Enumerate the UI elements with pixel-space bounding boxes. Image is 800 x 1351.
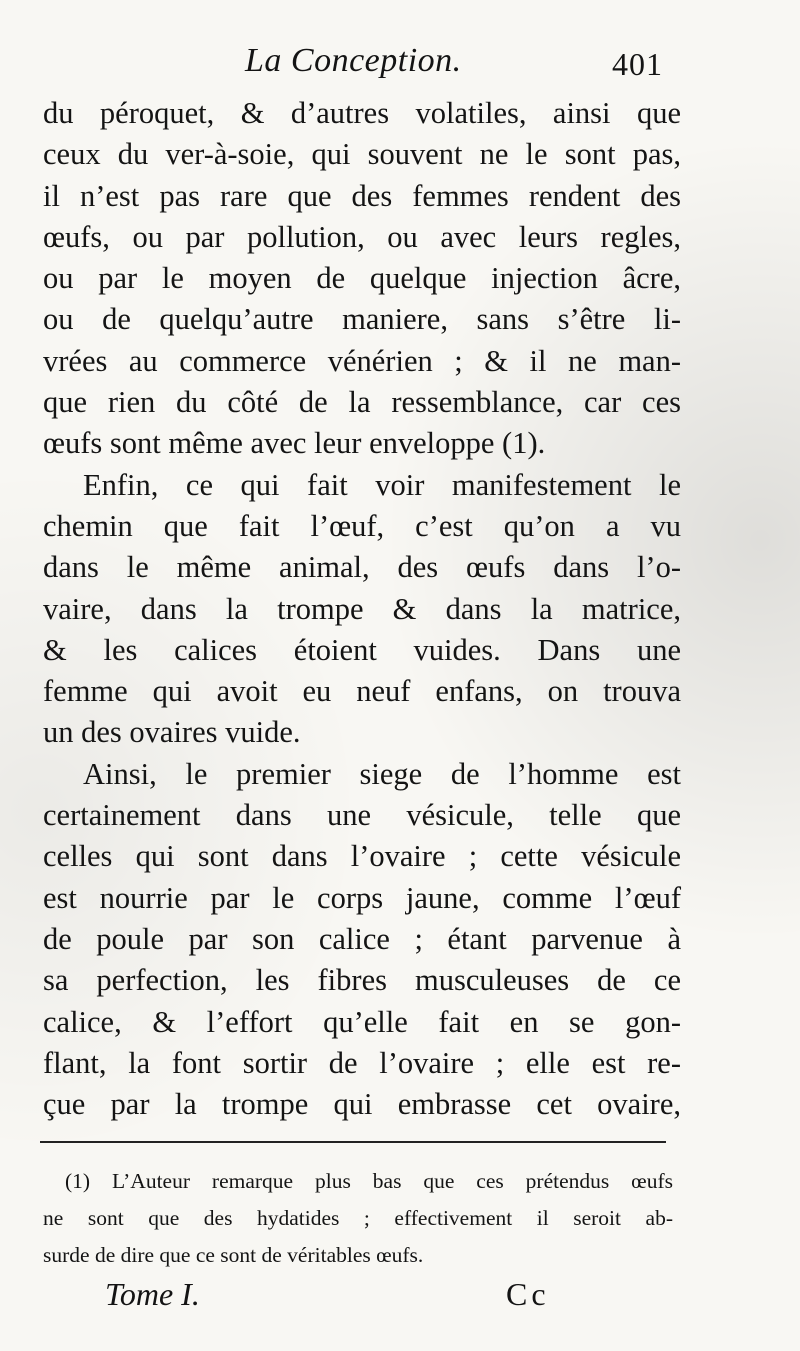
footnote-line: (1) L’Auteur remarque plus bas que ces prétendus œufs xyxy=(65,1169,673,1193)
text-line: flant, la font sortir de l’ovaire ; elle est re- xyxy=(43,1045,681,1080)
text-line: & les calices étoient vuides. Dans une xyxy=(43,632,681,667)
text-line: ou par le moyen de quelque injection âcre, xyxy=(43,261,681,296)
footnote-line: surde de dire que ce sont de véritables œufs. xyxy=(43,1243,424,1267)
text-line: certainement dans une vésicule, telle que xyxy=(43,798,681,833)
text-line: chemin que fait l’œuf, c’est qu’on a vu xyxy=(43,508,681,543)
text-line: dans le même animal, des œufs dans l’o- xyxy=(43,550,681,585)
main-text xyxy=(43,93,681,1125)
running-head xyxy=(0,42,800,90)
text-line: que rien du côté de la ressemblance, car ces xyxy=(43,385,681,420)
text-line: ceux du ver-à-soie, qui souvent ne le sont pas, xyxy=(43,137,681,172)
text-line: vaire, dans la trompe & dans la matrice, xyxy=(43,591,681,626)
text-line: il n’est pas rare que des femmes rendent des xyxy=(43,178,681,213)
text-line: celles qui sont dans l’ovaire ; cette vésicule xyxy=(43,839,681,874)
text-line: du péroquet, & d’autres volatiles, ainsi que xyxy=(43,96,681,130)
running-title: La Conception. xyxy=(245,42,462,79)
text-line: vrées au commerce vénérien ; & il ne man- xyxy=(43,343,681,378)
text-line: Ainsi, le premier siege de l’homme est xyxy=(83,756,681,791)
text-line: femme qui avoit eu neuf enfans, on trouva xyxy=(43,674,681,709)
text-line: Enfin, ce qui fait voir manifestement le xyxy=(83,467,681,502)
page-number: 401 xyxy=(612,46,663,82)
footnote-divider xyxy=(40,1141,666,1143)
volume-label: Tome I. xyxy=(105,1276,200,1312)
footnote xyxy=(43,1163,673,1274)
text-line: œufs sont même avec leur enveloppe (1). xyxy=(43,426,546,461)
footnote-line: ne sont que des hydatides ; effectivement il seroit ab- xyxy=(43,1206,673,1230)
text-line: de poule par son calice ; étant parvenue à xyxy=(43,921,681,956)
text-line: sa perfection, les fibres musculeuses de ce xyxy=(43,963,681,998)
signature-mark: Cc xyxy=(506,1276,550,1312)
text-line: çue par la trompe qui embrasse cet ovaire, xyxy=(43,1087,681,1122)
text-line: un des ovaires vuide. xyxy=(43,715,301,750)
text-line: calice, & l’effort qu’elle fait en se gon- xyxy=(43,1004,681,1039)
text-line: ou de quelqu’autre maniere, sans s’être li- xyxy=(43,302,681,337)
text-line: est nourrie par le corps jaune, comme l’œuf xyxy=(43,880,681,915)
text-line: œufs, ou par pollution, ou avec leurs regles, xyxy=(43,219,681,254)
